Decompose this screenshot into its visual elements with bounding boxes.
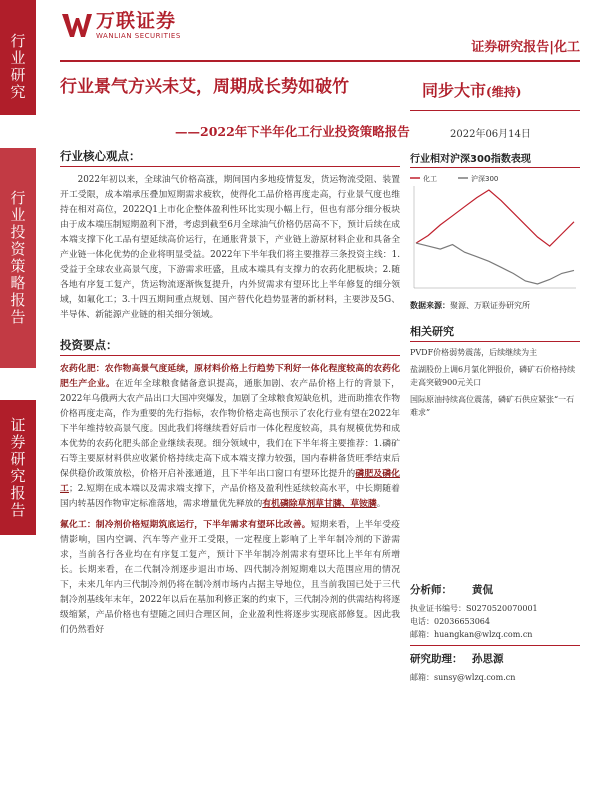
right-column <box>410 150 580 419</box>
logo-name-en: WANLIAN SECURITIES <box>96 32 181 40</box>
assistant-email-label: 邮箱： <box>410 673 434 682</box>
report-type: 证券研究报告|化工 <box>471 40 580 55</box>
cert-number: S0270520070001 <box>466 604 538 613</box>
point-agro-end: 。 <box>376 499 386 509</box>
legend-index: 沪深300 <box>471 175 499 183</box>
rating-divider <box>410 110 580 111</box>
point-fluorine-body: 短期来看，上半年受疫情影响，国内空调、汽车等产业开工受限，一定程度上影响了上半年制冷剂的下游需求，当前各行各业均在有序复工复产，预计下半年制冷剂需求有望环比上半年有所增长。长期来看，在二代制冷剂逐步退出市场、四代制冷剂短期难以大范围应用的情况下，未来几年内三代制冷剂仍将在制冷剂市场内占据主导地位，且当前我国已处于三代制冷剂基线年末年，2022年以后在基加利修正案的约束下，三代制冷剂的供需结构将逐级缩紧，产品价格也有望随之回归合理区间，企业盈利性将逐步实现底部修复。因此我们仍然看好 <box>60 520 400 635</box>
sidebar-tab-strategy-report: 行业投资策略报告 <box>0 148 36 368</box>
point-fluorine <box>60 518 400 638</box>
core-heading: 行业核心观点： <box>60 148 400 167</box>
company-logo <box>62 10 181 40</box>
sidebar-tab-industry-research: 行业研究 <box>0 0 36 115</box>
rating-main: 同步大市 <box>422 81 487 100</box>
rating-sub: (维持) <box>486 85 522 99</box>
report-title: 行业景气方兴未艾，周期成长势如破竹 <box>60 77 349 97</box>
point-agro-body: 在近年全球粮食储备意识提高，通胀加剧、农产品价格上行的背景下，2022年乌俄两大农产品出口大国冲突爆发，加剧了全球粮食短缺危机，进而助推农作物价格再度走高，作为重要的先行指标，农作物价格走高也预示了农化行业有望在2022年下半年维持较高景气度。因此我们将继续看好后市一体化程度较高，具有规模优势和成本优势的农药化肥头部企业继续表现。细分领域中，我们在下半年将主要推荐：1.磷矿石等主要原材料供应收紧价格持续走高下成本端支撑力较强，国内春耕备货旺季结束后保供稳价政策放松，价格开启补涨通道，且下半年出口窗口有望环比提升的 <box>60 379 400 479</box>
cert-label: 执业证书编号： <box>410 604 466 613</box>
logo-w-icon <box>62 12 92 38</box>
report-date: 2022年06月14日 <box>450 129 531 140</box>
series-line-chem <box>416 190 574 246</box>
header <box>0 0 600 62</box>
related-item[interactable]: 国际原油持续高位震荡，磷矿石供应紧张“一石难求” <box>410 395 575 417</box>
phone-number: 02036653064 <box>434 617 490 626</box>
data-source-label: 数据来源： <box>410 300 450 310</box>
related-heading: 相关研究 <box>410 323 580 342</box>
related-item[interactable]: 盐湖股份上调6月氯化钾报价，磷矿石价格持续走高突破900元关口 <box>410 365 576 387</box>
data-source-text: 聚源、万联证券研究所 <box>450 301 530 310</box>
rating <box>422 78 521 101</box>
legend-chem: 化工 <box>423 175 437 183</box>
email-label: 邮箱： <box>410 630 434 639</box>
analyst-divider <box>410 645 580 646</box>
data-source <box>410 300 580 311</box>
point-agro-lead: 农药化肥：农作物高景气度延续，原材料价格上行趋势下利好一体化程度较高的农药化肥生产企业。 <box>60 364 400 389</box>
series-line-index <box>416 243 574 284</box>
assistant-label: 研究助理： <box>410 653 463 665</box>
related-item[interactable]: PVDF价格弱势震荡，后续继续为主 <box>410 348 538 357</box>
point-agro-mid: ；2.短期在成本端以及需求端支撑下，产品价格及盈利性延续较高水平，中长期随着国内转基因作物审定标准落地，需求增量优先释放的 <box>60 484 400 509</box>
point-agro <box>60 362 400 512</box>
assistant-name: 孙思源 <box>472 653 504 665</box>
point-fluorine-lead: 氟化工：制冷剂价格短期筑底运行，下半年需求有望环比改善。 <box>60 520 311 530</box>
sidebar <box>0 0 36 800</box>
header-divider <box>60 60 580 62</box>
report-subtitle: ——2022年下半年化工行业投资策略报告 <box>175 124 410 139</box>
assistant-email[interactable]: sunsy@wlzq.com.cn <box>434 673 516 682</box>
point-agro-highlight-herbicide: 有机磷除草剂草甘膦、草铵膦 <box>262 499 377 509</box>
analyst-email[interactable]: huangkan@wlzq.com.cn <box>434 630 533 639</box>
analyst-label: 分析师： <box>410 584 452 596</box>
analyst-name: 黄侃 <box>472 584 493 596</box>
phone-label: 电话： <box>410 617 434 626</box>
sidebar-tab-securities-report: 证券研究报告 <box>0 400 36 535</box>
chart-title: 行业相对沪深300指数表现 <box>410 150 580 168</box>
performance-chart <box>410 172 580 294</box>
analyst-block <box>410 582 580 684</box>
core-paragraph: 2022年初以来，全球油气价格高涨，期间国内多地疫情复发，货运物流受阻、装置开工受限，成本端承压叠加短期需求疲软，使得化工品价格再度走高，行业景气度也维持在相对高位，2022Q1上市化企整体盈利性环比实现小幅上行，但也有部分细分板块由于成本端压制短期盈利下滑，考虑到截至6月全球油气价格仍居高不下，预计后续在成本端支撑下化工品有望延续高价运行，在通胀背景下，产业链上游原材料企业和具备全产业链一体化优势的企业将明显受益。2022年下半年我们将主要推荐三条投资主线：1.受益于全球农业高景气度，下游需求旺盛，且成本端具有支撑力的农药化肥板块；2.随各地有序复工复产，货运物流逐渐恢复提升，内外贸需求有望环比上半年修复的细分领域，如氟化工；3.十四五期间重点规划、国产替代化趋势显著的新材料，主要涉及5G、半导体、新能源产业链的相关细分领域。 <box>60 175 400 320</box>
point-agro-highlight-phosphate: 磷肥及磷化工 <box>60 469 400 494</box>
main-column <box>60 148 400 638</box>
points-heading: 投资要点： <box>60 337 400 356</box>
logo-name-cn: 万联证券 <box>96 10 177 32</box>
